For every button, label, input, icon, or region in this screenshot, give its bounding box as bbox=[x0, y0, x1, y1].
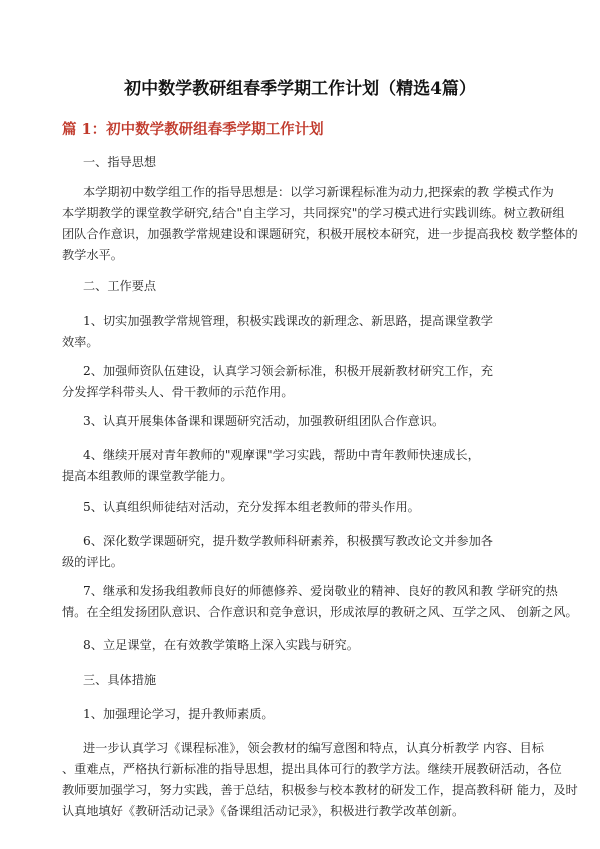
text-line: 1、切实加强教学常规管理，积极实践课改的新理念、新思路，提高课堂教学 bbox=[83, 314, 493, 328]
text-line: 教师要加强学习，努力实践，善于总结，积极参与校本教材的研发工作，提高教科研 能力，及时 bbox=[62, 783, 578, 797]
text-line: 2、加强师资队伍建设，认真学习领会新标准，积极开展新教材研究工作，充 bbox=[83, 364, 493, 378]
text-line: 分发挥学科带头人、骨干教师的示范作用。 bbox=[62, 385, 294, 399]
text-line: 1、加强理论学习，提升教师素质。 bbox=[83, 707, 274, 721]
point-5 bbox=[62, 497, 420, 518]
text-line: 本学期教学的课堂教学研究,结合"自主学习，共同探究"的学习模式进行实践训练。树立教研组 bbox=[62, 206, 565, 220]
point-1 bbox=[62, 311, 493, 353]
section-heading-guiding: 一、指导思想 bbox=[83, 155, 157, 169]
text-line: 进一步认真学习《课程标准》，领会教材的编写意图和特点，认真分析教学 内容、目标 bbox=[83, 741, 544, 755]
text-line: 情。在全组发扬团队意识、合作意识和竞争意识，形成浓厚的教研之风、互学之风、 创新之风。 bbox=[62, 605, 578, 619]
measure-1-detail bbox=[62, 738, 578, 822]
section-heading-measures: 三、具体措施 bbox=[83, 673, 157, 687]
text-line: 效率。 bbox=[62, 335, 99, 349]
text-line: 5、认真组织师徒结对活动，充分发挥本组老教师的带头作用。 bbox=[83, 500, 420, 514]
text-line: 6、深化数学课题研究，提升数学教师科研素养，积极撰写教改论文并参加各 bbox=[83, 534, 493, 548]
measure-1 bbox=[62, 704, 274, 725]
section-heading-points: 二、工作要点 bbox=[83, 279, 157, 293]
text-line: 认真地填好《教研活动记录》《备课组活动记录》，积极进行教学改革创新。 bbox=[62, 804, 465, 818]
paragraph-guiding bbox=[62, 182, 578, 266]
point-4 bbox=[62, 445, 480, 487]
text-line: 4、继续开展对青年教师的"观摩课"学习实践，帮助中青年教师快速成长， bbox=[83, 448, 480, 462]
text-line: 提高本组教师的课堂教学能力。 bbox=[62, 469, 233, 483]
text-line: 3、认真开展集体备课和课题研究活动，加强教研组团队合作意识。 bbox=[83, 414, 445, 428]
text-line: 团队合作意识，加强教学常规建设和课题研究，积极开展校本研究，进一步提高我校 数学整体的 bbox=[62, 227, 578, 241]
article-title: 篇 1：初中数学教研组春季学期工作计划 bbox=[62, 121, 324, 138]
point-3 bbox=[62, 411, 444, 432]
text-line: 、重难点，严格执行新标准的指导思想，提出具体可行的教学方法。继续开展教研活动，各位 bbox=[62, 762, 562, 776]
text-line: 8、立足课堂，在有效教学策略上深入实践与研究。 bbox=[83, 638, 359, 652]
document-title: 初中数学教研组春季学期工作计划（精选4篇） bbox=[124, 79, 476, 99]
text-line: 本学期初中数学组工作的指导思想是：以学习新课程标准为动力,把探索的教 学模式作为 bbox=[83, 185, 554, 199]
point-6 bbox=[62, 531, 493, 573]
text-line: 7、继承和发扬我组教师良好的师德修养、爱岗敬业的精神、良好的教风和教 学研究的热 bbox=[83, 584, 558, 598]
text-line: 教学水平。 bbox=[62, 248, 123, 262]
text-line: 级的评比。 bbox=[62, 555, 123, 569]
point-8 bbox=[62, 635, 359, 656]
point-2 bbox=[62, 361, 493, 403]
point-7 bbox=[62, 581, 578, 623]
